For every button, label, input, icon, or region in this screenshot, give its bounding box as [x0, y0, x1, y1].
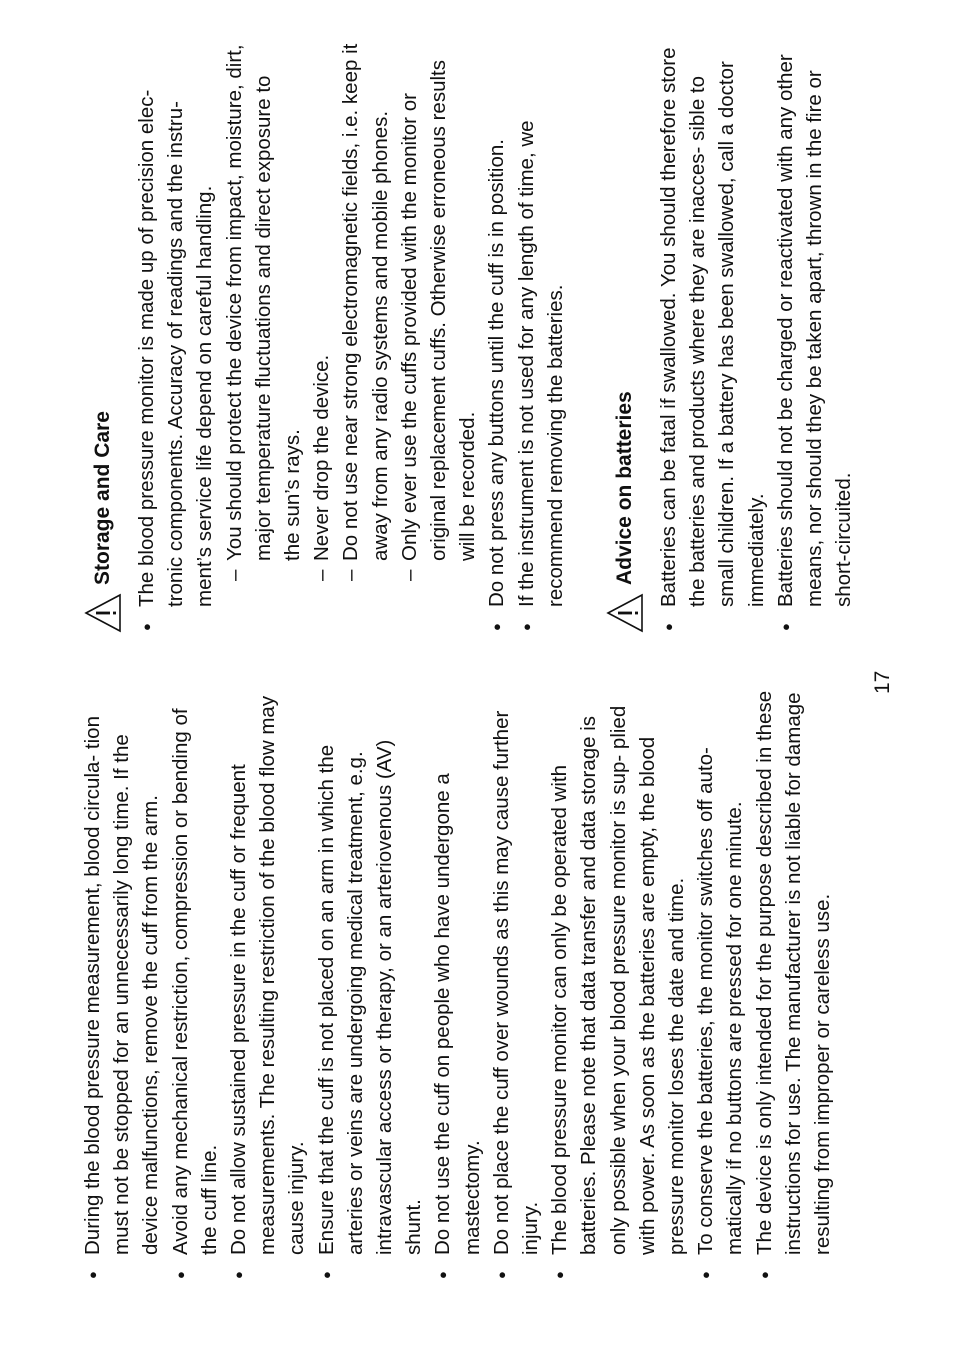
sub-list-item: – Never drop the device.: [307, 43, 336, 607]
sub-list-item: – You should protect the device from impact, moisture, dirt, major temperature fluctuations and direct exposure to the sun’s rays.: [220, 43, 308, 607]
list-item: ● Do not press any buttons until the cuff is in position.: [482, 43, 511, 633]
storage-section-header: [78, 43, 128, 633]
list-item: ● Do not allow sustained pressure in the cuff or frequent measurements. The resulting restriction of the blood flow may cause injury.: [224, 681, 312, 1281]
dash-mark: –: [222, 569, 246, 581]
list-item: ● To conserve the batteries, the monitor switches off auto- matically if no buttons are pressed for one minute.: [691, 681, 749, 1281]
batteries-title: Advice on batteries: [613, 391, 637, 585]
batteries-list: [654, 43, 858, 633]
dash-mark: –: [310, 569, 334, 581]
storage-intro: The blood pressure monitor is made up of precision elec- tronic components. Accuracy of readings and the instru- ment’s service life depend on careful handling.: [135, 89, 217, 607]
list-item: ● Do not use the cuff on people who have undergone a mastectomy.: [428, 681, 486, 1281]
list-item: ● Avoid any mechanical restriction, compression or bending of the cuff line.: [166, 681, 224, 1281]
sub-list-item: – Do not use near strong electromagnetic fields, i.e. keep it away from any radio systems and mobile phones.: [336, 43, 394, 607]
list-item: ● Ensure that the cuff is not placed on an arm in which the arteries or veins are undergoing medical treatment, e.g. intravascular access or therapy, or an arteriovenous (AV) shunt.: [312, 681, 429, 1281]
batteries-section-header: [600, 43, 650, 633]
sub-list-item: – Only ever use the cuffs provided with the monitor or original replacement cuffs. Otherwise erroneous results will be recorded.: [395, 43, 483, 607]
dash-mark: –: [397, 569, 421, 581]
page-number: 17: [871, 670, 894, 694]
list-item: ● The blood pressure monitor can only be operated with batteries. Please note that data transfer and data storage is only possible when your blood pressure monitor is sup- plied with power. As soon as the batteries are empty, the blood pressure monitor loses the date and time.: [545, 681, 691, 1281]
list-item: ● Batteries should not be charged or reactivated with any other means, nor should they be taken apart, thrown in the fire or short-circuited.: [771, 43, 859, 633]
storage-sub-list: [220, 43, 483, 607]
storage-list: [132, 43, 570, 633]
storage-title: Storage and Care: [91, 411, 115, 585]
left-column: [78, 681, 837, 1281]
list-item: ● Do not place the cuff over wounds as this may cause further injury.: [487, 681, 545, 1281]
safety-bullet-list: [78, 681, 837, 1281]
dash-mark: –: [339, 569, 363, 581]
list-item: ● If the instrument is not used for any length of time, we recommend removing the batteries.: [512, 43, 570, 633]
list-item: [132, 43, 482, 633]
list-item: ● The device is only intended for the purpose described in these instructions for use. The manufacturer is not liable for damage resulting from improper or careless use.: [750, 681, 838, 1281]
list-item: ● Batteries can be fatal if swallowed. You should therefore store the batteries and products where they are inacces- sible to small children. If a battery has been swallowed, call a doctor immediately.: [654, 43, 771, 633]
warning-triangle-icon: [606, 593, 644, 633]
warning-triangle-icon: [84, 593, 122, 633]
right-column: [78, 43, 858, 633]
list-item: ● During the blood pressure measurement, blood circula- tion must not be stopped for an unnecessarily long time. If the device malfunctions, remove the cuff from the arm.: [78, 681, 166, 1281]
